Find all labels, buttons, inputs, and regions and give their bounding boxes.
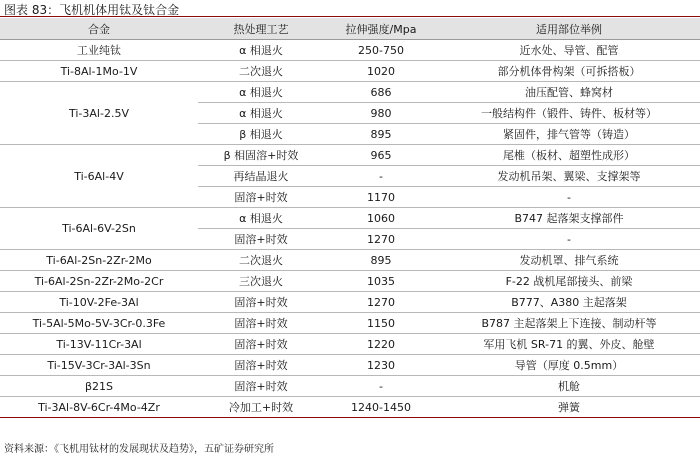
cell-alloy: Ti-6Al-6V-2Sn (0, 208, 198, 250)
cell-process: 固溶+时效 (198, 334, 324, 355)
table-row (0, 40, 700, 61)
table-row (0, 61, 700, 82)
table-row (0, 271, 700, 292)
cell-process: 固溶+时效 (198, 313, 324, 334)
cell-alloy: Ti-15V-3Cr-3Al-3Sn (0, 355, 198, 376)
cell-alloy: Ti-6Al-4V (0, 145, 198, 208)
header-process: 热处理工艺 (198, 18, 324, 40)
cell-process: α 相退火 (198, 40, 324, 61)
cell-strength: 1270 (324, 292, 438, 313)
cell-process: 固溶+时效 (198, 229, 324, 250)
table-row (0, 82, 700, 103)
table-row (0, 355, 700, 376)
table-row (0, 292, 700, 313)
table-row (0, 334, 700, 355)
cell-usage: 部分机体骨构架（可拆搭板） (438, 61, 700, 82)
table-header-row (0, 18, 700, 40)
cell-alloy: 工业纯钛 (0, 40, 198, 61)
cell-usage: 发动机吊架、翼梁、支撑架等 (438, 166, 700, 187)
cell-strength: 1150 (324, 313, 438, 334)
cell-usage: B787 主起落架上下连接、制动杆等 (438, 313, 700, 334)
header-strength: 拉伸强度/Mpa (324, 18, 438, 40)
cell-usage: 机舱 (438, 376, 700, 397)
cell-process: 二次退火 (198, 61, 324, 82)
source-note: 资料来源：《飞机用钛材的发展现状及趋势》，五矿证券研究所 (4, 444, 274, 455)
cell-process: α 相退火 (198, 103, 324, 124)
cell-strength: 250-750 (324, 40, 438, 61)
figure-title: 图表 83：飞机机体用钛及钛合金 (4, 3, 180, 17)
cell-process: 再结晶退火 (198, 166, 324, 187)
cell-process: α 相退火 (198, 208, 324, 229)
cell-strength: 1060 (324, 208, 438, 229)
cell-alloy: β21S (0, 376, 198, 397)
cell-usage: 军用飞机 SR-71 的翼、外皮、舱壁 (438, 334, 700, 355)
cell-strength: 895 (324, 250, 438, 271)
cell-process: β 相退火 (198, 124, 324, 145)
cell-strength: - (324, 166, 438, 187)
table-row (0, 397, 700, 418)
cell-strength: - (324, 376, 438, 397)
cell-process: β 相固溶+时效 (198, 145, 324, 166)
cell-usage: 近水处、导管、配管 (438, 40, 700, 61)
cell-alloy: Ti-10V-2Fe-3Al (0, 292, 198, 313)
cell-usage: 尾椎（板材、超塑性成形） (438, 145, 700, 166)
cell-usage: B777、A380 主起落架 (438, 292, 700, 313)
cell-strength: 686 (324, 82, 438, 103)
cell-strength: 1035 (324, 271, 438, 292)
cell-process: 三次退火 (198, 271, 324, 292)
cell-process: 冷加工+时效 (198, 397, 324, 418)
cell-usage: - (438, 187, 700, 208)
cell-usage: F-22 战机尾部接头、前梁 (438, 271, 700, 292)
cell-process: 固溶+时效 (198, 187, 324, 208)
cell-process: 二次退火 (198, 250, 324, 271)
cell-usage: 导管（厚度 0.5mm） (438, 355, 700, 376)
cell-alloy: Ti-3Al-2.5V (0, 82, 198, 145)
cell-strength: 965 (324, 145, 438, 166)
cell-alloy: Ti-13V-11Cr-3Al (0, 334, 198, 355)
cell-alloy: Ti-6Al-2Sn-2Zr-2Mo-2Cr (0, 271, 198, 292)
table-row (0, 145, 700, 166)
cell-strength: 1270 (324, 229, 438, 250)
header-usage: 适用部位举例 (438, 18, 700, 40)
header-alloy: 合金 (0, 18, 198, 40)
table-row (0, 208, 700, 229)
table-row (0, 250, 700, 271)
cell-strength: 1220 (324, 334, 438, 355)
table-row (0, 313, 700, 334)
cell-strength: 1230 (324, 355, 438, 376)
cell-usage: 油压配管、蜂窝材 (438, 82, 700, 103)
alloy-table (0, 18, 700, 418)
cell-strength: 895 (324, 124, 438, 145)
table-row (0, 376, 700, 397)
cell-strength: 980 (324, 103, 438, 124)
cell-alloy: Ti-6Al-2Sn-2Zr-2Mo (0, 250, 198, 271)
cell-alloy: Ti-5Al-5Mo-5V-3Cr-0.3Fe (0, 313, 198, 334)
cell-alloy: Ti-8Al-1Mo-1V (0, 61, 198, 82)
cell-usage: 一般结构件（锻件、铸件、板材等） (438, 103, 700, 124)
title-rule (0, 16, 700, 17)
cell-strength: 1170 (324, 187, 438, 208)
cell-alloy: Ti-3Al-8V-6Cr-4Mo-4Zr (0, 397, 198, 418)
cell-usage: B747 起落架支撑部件 (438, 208, 700, 229)
cell-process: 固溶+时效 (198, 376, 324, 397)
cell-strength: 1020 (324, 61, 438, 82)
cell-usage: - (438, 229, 700, 250)
cell-process: 固溶+时效 (198, 355, 324, 376)
cell-process: α 相退火 (198, 82, 324, 103)
cell-usage: 弹簧 (438, 397, 700, 418)
cell-usage: 发动机罩、排气系统 (438, 250, 700, 271)
cell-process: 固溶+时效 (198, 292, 324, 313)
cell-strength: 1240-1450 (324, 397, 438, 418)
cell-usage: 紧固件，排气管等（铸造） (438, 124, 700, 145)
